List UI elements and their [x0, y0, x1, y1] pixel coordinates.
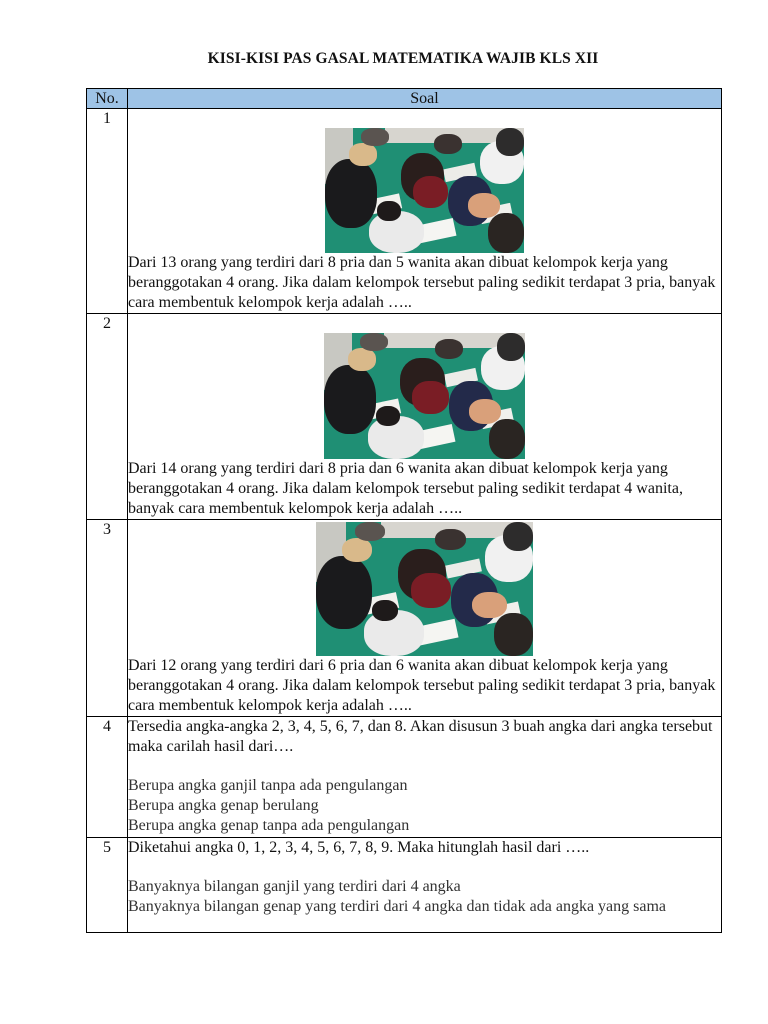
- kisi-table: [86, 88, 722, 933]
- header-soal: Soal: [128, 89, 722, 109]
- question-cell: [128, 314, 722, 520]
- row-number: 3: [87, 520, 128, 717]
- question-cell: [128, 838, 722, 933]
- question-cell: [128, 109, 722, 314]
- table-row: [87, 520, 722, 717]
- row-number: 1: [87, 109, 128, 314]
- sub-question: Banyaknya bilangan ganjil yang terdiri dari 4 angka: [128, 878, 461, 895]
- header-no: No.: [87, 89, 128, 109]
- sub-question: Berupa angka ganjil tanpa ada pengulangan: [128, 777, 408, 794]
- question-cell: [128, 520, 722, 717]
- question-text: Dari 12 orang yang terdiri dari 6 pria dan 6 wanita akan dibuat kelompok kerja yang beranggotakan 4 orang. Jika dalam kelompok tersebut paling sedikit terdapat 3 pria, banyak cara membentuk kelompok kerja adalah …..: [128, 657, 716, 714]
- sub-question: Banyaknya bilangan genap yang terdiri dari 4 angka dan tidak ada angka yang sama: [128, 898, 667, 915]
- sub-question: Berupa angka genap berulang: [128, 797, 319, 814]
- sub-question: Berupa angka genap tanpa ada pengulangan: [128, 817, 410, 834]
- students-working-photo: [316, 522, 533, 656]
- table-row: [87, 838, 722, 933]
- table-header-row: [87, 89, 722, 109]
- table-row: [87, 109, 722, 314]
- row-number: 5: [87, 838, 128, 933]
- question-text: Dari 13 orang yang terdiri dari 8 pria dan 5 wanita akan dibuat kelompok kerja yang beranggotakan 4 orang. Jika dalam kelompok tersebut paling sedikit terdapat 3 pria, banyak cara membentuk kelompok kerja adalah …..: [128, 254, 716, 311]
- table-row: [87, 717, 722, 838]
- students-working-photo: [325, 128, 524, 253]
- question-cell: [128, 717, 722, 838]
- question-text: Tersedia angka-angka 2, 3, 4, 5, 6, 7, dan 8. Akan disusun 3 buah angka dari angka tersebut maka carilah hasil dari….: [128, 718, 713, 755]
- table-row: [87, 314, 722, 520]
- students-working-photo: [324, 333, 525, 459]
- document-title: KISI-KISI PAS GASAL MATEMATIKA WAJIB KLS XII: [207, 50, 599, 67]
- question-text: Dari 14 orang yang terdiri dari 8 pria dan 6 wanita akan dibuat kelompok kerja yang beranggotakan 4 orang. Jika dalam kelompok tersebut paling sedikit terdapat 4 wanita, banyak cara membentuk kelompok kerja adalah …..: [128, 460, 683, 517]
- row-number: 2: [87, 314, 128, 520]
- row-number: 4: [87, 717, 128, 838]
- question-text: Diketahui angka 0, 1, 2, 3, 4, 5, 6, 7, 8, 9. Maka hitunglah hasil dari …..: [128, 839, 590, 856]
